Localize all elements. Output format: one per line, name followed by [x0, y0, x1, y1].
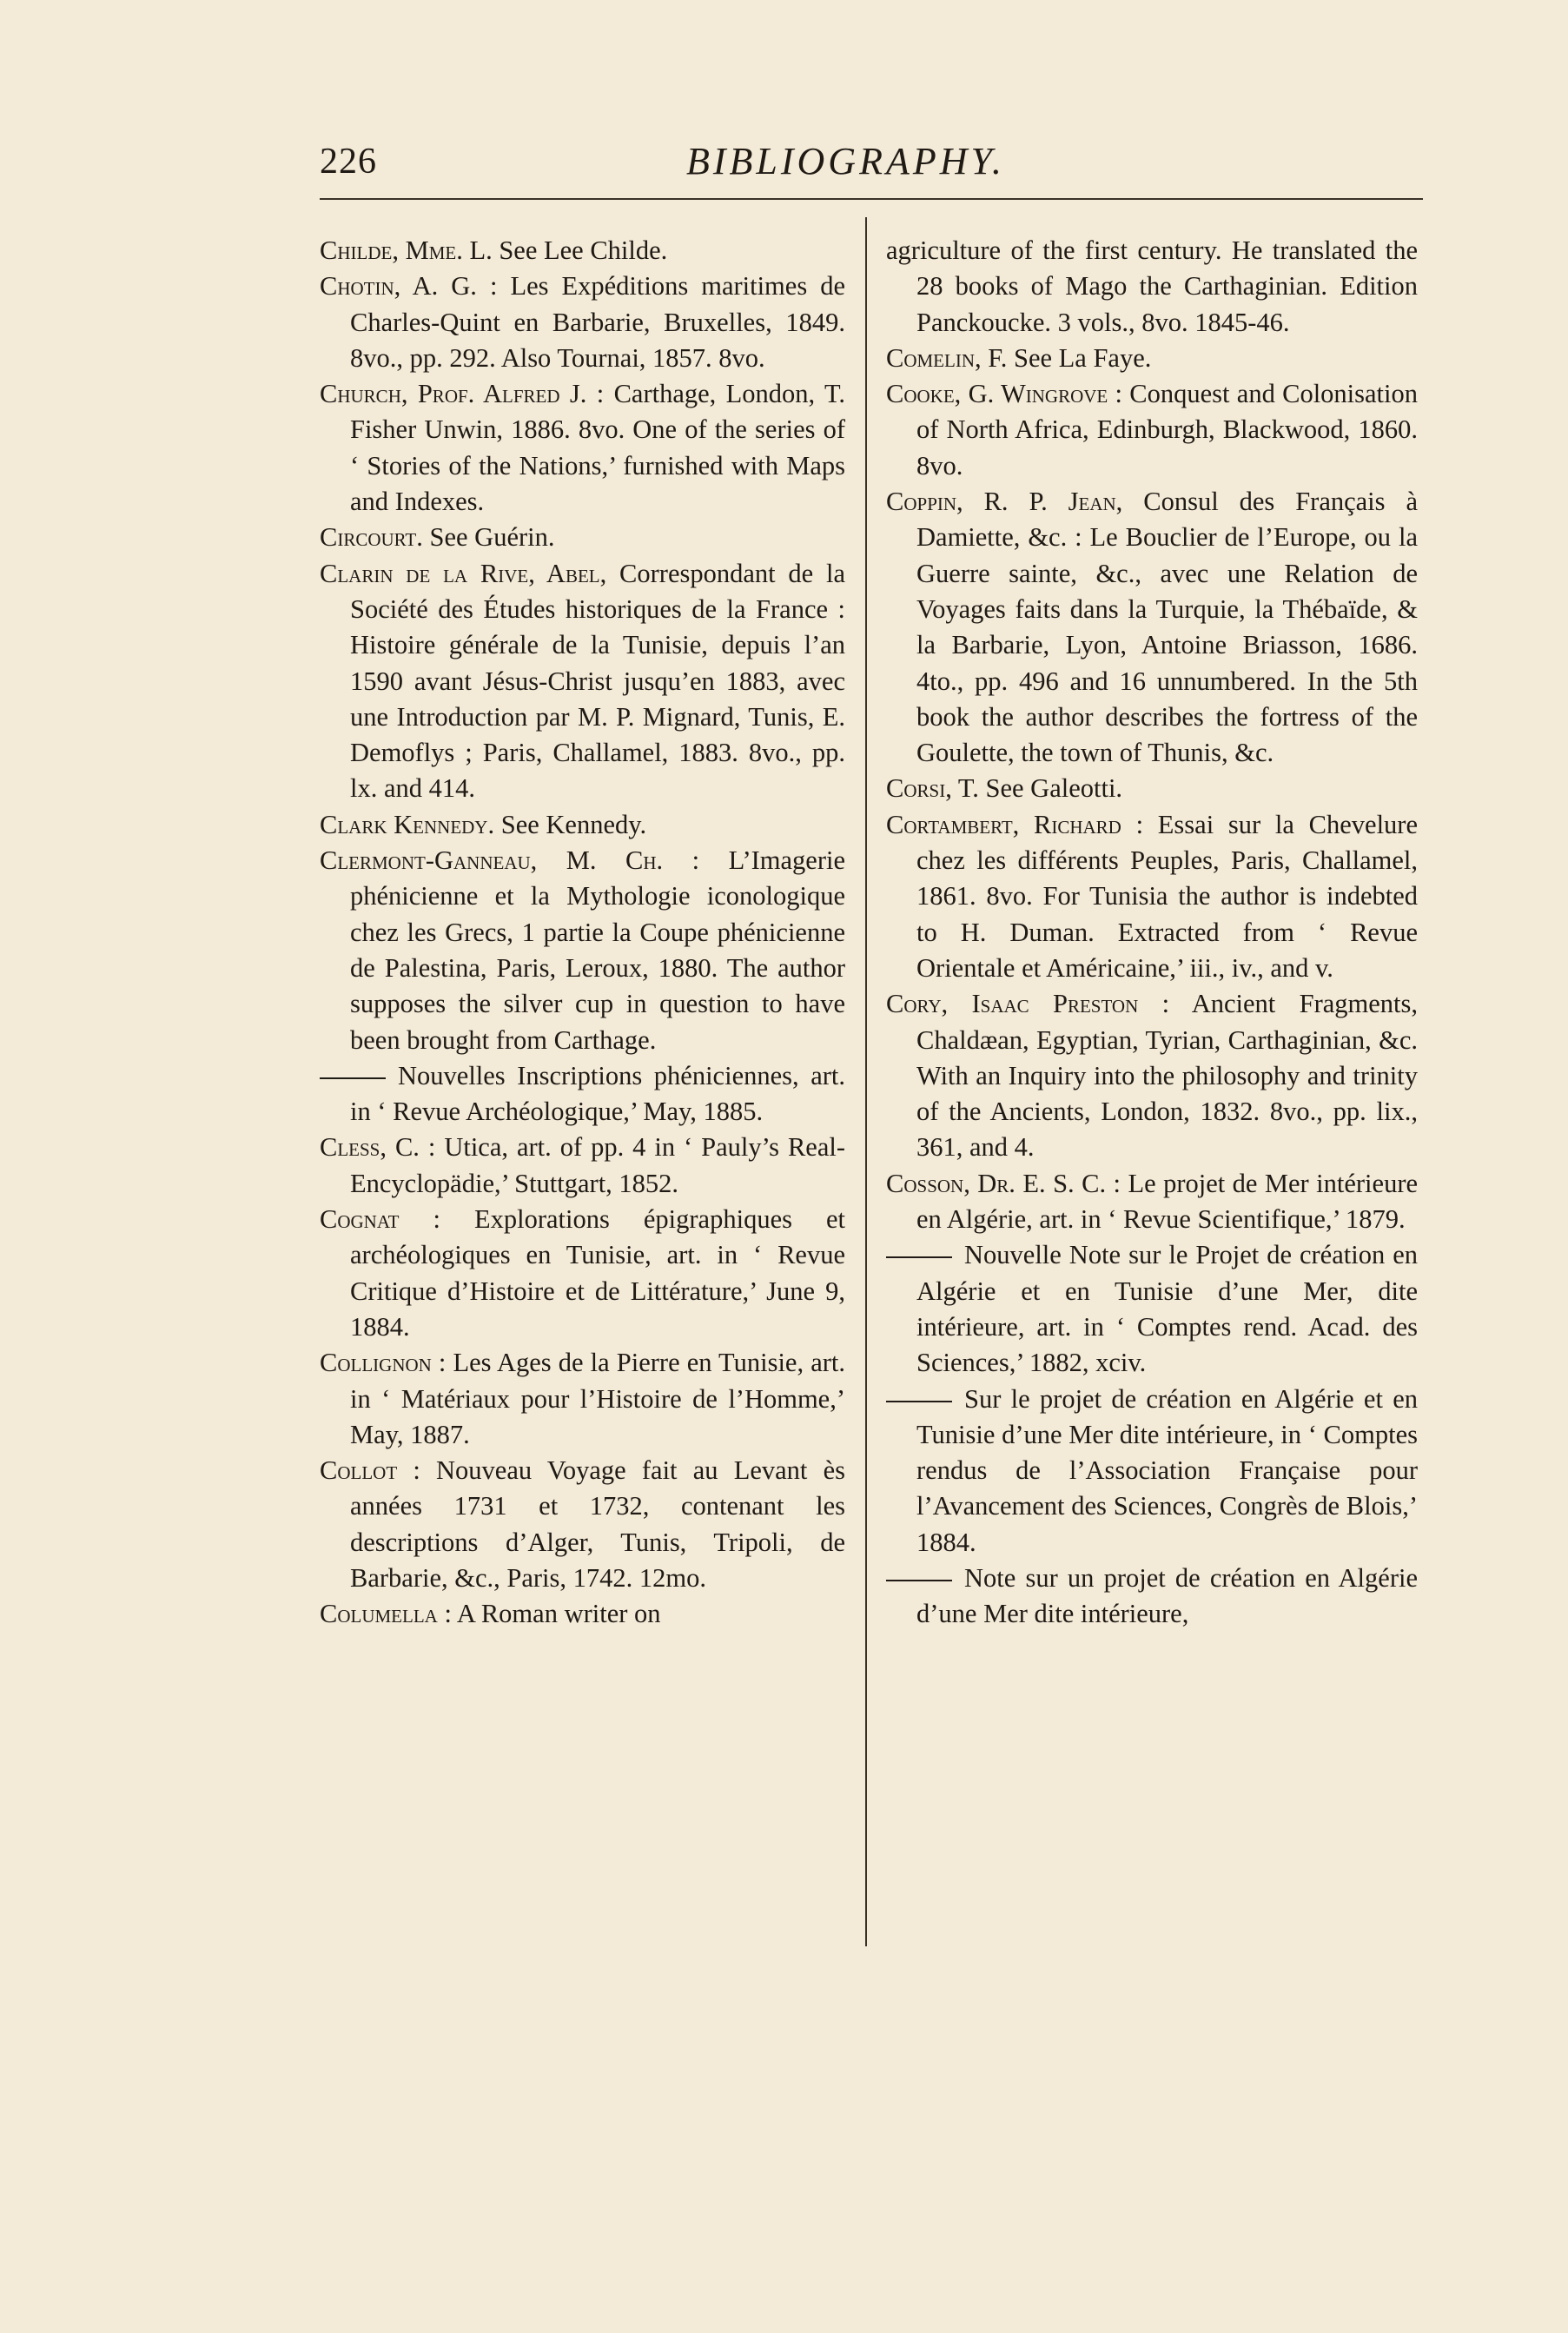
- entry-text: : Ancient Fragments, Chaldæan, Egyptian, Tyrian, Carthaginian, &c. With an Inquiry into the philosophy and trinity of the Ancients, London, 1832. 8vo., pp. lix., 361, and 4.: [916, 989, 1419, 1163]
- bibliography-entry: [886, 376, 1418, 484]
- entry-author: Coppin, R. P. Jean,: [886, 487, 1123, 517]
- bibliography-entry: [320, 1130, 845, 1202]
- entry-text: : Conquest and Colonisation of North Africa, Edinburgh, Blackwood, 1860. 8vo.: [916, 379, 1418, 481]
- entry-text: : Nouveau Voyage fait au Levant ès années 1731 et 1732, contenant les descriptions d’Alger, Tunis, Tripoli, de Barbarie, &c., Paris, 1742. 12mo.: [350, 1455, 845, 1593]
- entry-text: See Galeotti.: [978, 773, 1123, 804]
- entry-text: Sur le projet de création en Algérie et en Tunisie d’une Mer dite intérieure, in ‘ Comptes rendus de l’Association Française pour l’Avancement des Sciences, Congrès de Blois,’ 1884.: [916, 1383, 1418, 1557]
- entry-author: Cosson, Dr. E. S. C.: [886, 1168, 1107, 1198]
- entry-text: : Explorations épigraphiques et archéologiques en Tunisie, art. in ‘ Revue Critique d’Histoire et de Littérature,’ June 9, 1884.: [350, 1204, 845, 1342]
- entry-text: See Guérin.: [422, 522, 555, 553]
- entry-author: Cory, Isaac Preston: [886, 989, 1139, 1019]
- bibliography-entry: [320, 1453, 845, 1596]
- entry-text: Consul des Français à Damiette, &c. : Le Bouclier de l’Europe, ou la Guerre sainte, &c., avec une Relation de Voyages faits dans la Turquie, la Thébaïde, & la Barbarie, Lyon, Antoine Briasson, 1686. 4to., pp. 496 and 16 unnumbered. In the 5th book the author describes the fortress of the Goulette, the town of Thunis, &c.: [916, 487, 1418, 768]
- entry-text: See Lee Childe.: [492, 235, 668, 265]
- bibliography-entry: [886, 233, 1418, 341]
- entry-text: agriculture of the first century. He translated the 28 books of Mago the Carthaginian. Edition Panckoucke. 3 vols., 8vo. 1845-46.: [886, 235, 1418, 337]
- entry-author: Chotin, A. G.: [320, 271, 477, 302]
- entry-text: : Le projet de Mer intérieure en Algérie, art. in ‘ Revue Scientifique,’ 1879.: [916, 1168, 1419, 1235]
- ditto-dash: [886, 1401, 952, 1402]
- entry-text: Note sur un projet de création en Algérie d’une Mer dite intérieure,: [916, 1562, 1418, 1629]
- entry-text: : Les Expéditions maritimes de Charles-Quint en Barbarie, Bruxelles, 1849. 8vo., pp. 292. Also Tournai, 1857. 8vo.: [350, 271, 845, 373]
- bibliography-entry: [320, 233, 845, 268]
- entry-text: : A Roman writer on: [437, 1599, 661, 1629]
- entry-text: Correspondant de la Société des Études historiques de la France : Histoire générale de la Tunisie, depuis l’an 1590 avant Jésus-Christ jusqu’en 1883, avec une Introduction par M. P. Mignard, Tunis, E. Demoflys ; Paris, Challamel, 1883. 8vo., pp. lx. and 414.: [350, 558, 846, 804]
- header-rule: [320, 198, 1423, 200]
- bibliography-entry: [886, 771, 1418, 806]
- entry-text: Nouvelle Note sur le Projet de création en Algérie et en Tunisie d’une Mer, dite intérieure, art. in ‘ Comptes rend. Acad. des Sciences,’ 1882, xciv.: [916, 1240, 1418, 1378]
- entry-text: Nouvelles Inscriptions phéniciennes, art. in ‘ Revue Archéologique,’ May, 1885.: [350, 1060, 845, 1127]
- entry-text: : Les Ages de la Pierre en Tunisie, art. in ‘ Matériaux pour l’Histoire de l’Homme,’ May, 1887.: [350, 1348, 845, 1449]
- ditto-dash: [320, 1077, 386, 1079]
- entry-text: See Kennedy.: [494, 809, 647, 839]
- bibliography-entry: [320, 376, 845, 520]
- entry-text: : Carthage, London, T. Fisher Unwin, 1886. 8vo. One of the series of ‘ Stories of the Nations,’ furnished with Maps and Indexes.: [350, 379, 845, 517]
- entry-author: Cless, C.: [320, 1132, 420, 1163]
- entry-author: Cooke, G. Wingrove: [886, 379, 1108, 409]
- bibliography-entry: [320, 843, 845, 1058]
- entry-text: : Utica, art. of pp. 4 in ‘ Pauly’s Real-Encyclopädie,’ Stuttgart, 1852.: [350, 1132, 846, 1198]
- running-title: BIBLIOGRAPHY.: [686, 140, 1005, 182]
- bibliography-entry: [320, 556, 845, 807]
- bibliography-entry: [320, 1058, 845, 1130]
- ditto-dash: [886, 1256, 952, 1258]
- bibliography-entry: [886, 1237, 1418, 1381]
- bibliography-entry: [886, 986, 1418, 1165]
- entry-author: Collignon: [320, 1348, 432, 1378]
- column-divider: [865, 217, 867, 1946]
- entry-author: Cognat: [320, 1204, 400, 1235]
- bibliography-entry: [886, 341, 1418, 376]
- entry-text: : L’Imagerie phénicienne et la Mythologie iconologique chez les Grecs, 1 partie la Coupe phénicienne de Palestina, Paris, Leroux, 1880. The author supposes the silver cup in question to have been brought from Carthage.: [350, 845, 845, 1055]
- entry-author: Circourt.: [320, 522, 423, 553]
- page-number: 226: [320, 142, 377, 182]
- entry-author: Columella: [320, 1599, 438, 1629]
- entry-author: Cortambert, Richard: [886, 809, 1121, 839]
- entry-text: : Essai sur la Chevelure chez les différents Peuples, Paris, Challamel, 1861. 8vo. For Tunisia the author is indebted to H. Duman. Extracted from ‘ Revue Orientale et Américaine,’ iii., iv., and v.: [916, 809, 1418, 983]
- bibliography-entry: [320, 268, 845, 376]
- entry-author: Clermont-Ganneau, M. Ch.: [320, 845, 664, 876]
- left-column: [320, 233, 845, 1633]
- entry-author: Collot: [320, 1455, 398, 1486]
- entry-author: Clark Kennedy.: [320, 809, 495, 839]
- bibliography-entry: [320, 807, 845, 843]
- bibliography-entry: [886, 1382, 1418, 1561]
- entry-text: See La Faye.: [1007, 342, 1152, 373]
- bibliography-entry: [886, 484, 1418, 771]
- ditto-dash: [886, 1580, 952, 1581]
- entry-author: Childe, Mme. L.: [320, 235, 493, 265]
- bibliography-entry: [320, 1345, 845, 1453]
- bibliography-entry: [320, 1596, 845, 1632]
- bibliography-entry: [886, 1166, 1418, 1238]
- bibliography-entry: [886, 807, 1418, 986]
- entry-author: Church, Prof. Alfred J.: [320, 379, 587, 409]
- entry-author: Corsi, T.: [886, 773, 979, 804]
- bibliography-entry: [320, 520, 845, 555]
- entry-author: Clarin de la Rive, Abel,: [320, 558, 607, 588]
- bibliography-entry: [886, 1561, 1418, 1633]
- right-column: [886, 233, 1418, 1633]
- bibliography-entry: [320, 1202, 845, 1345]
- entry-author: Comelin, F.: [886, 342, 1008, 373]
